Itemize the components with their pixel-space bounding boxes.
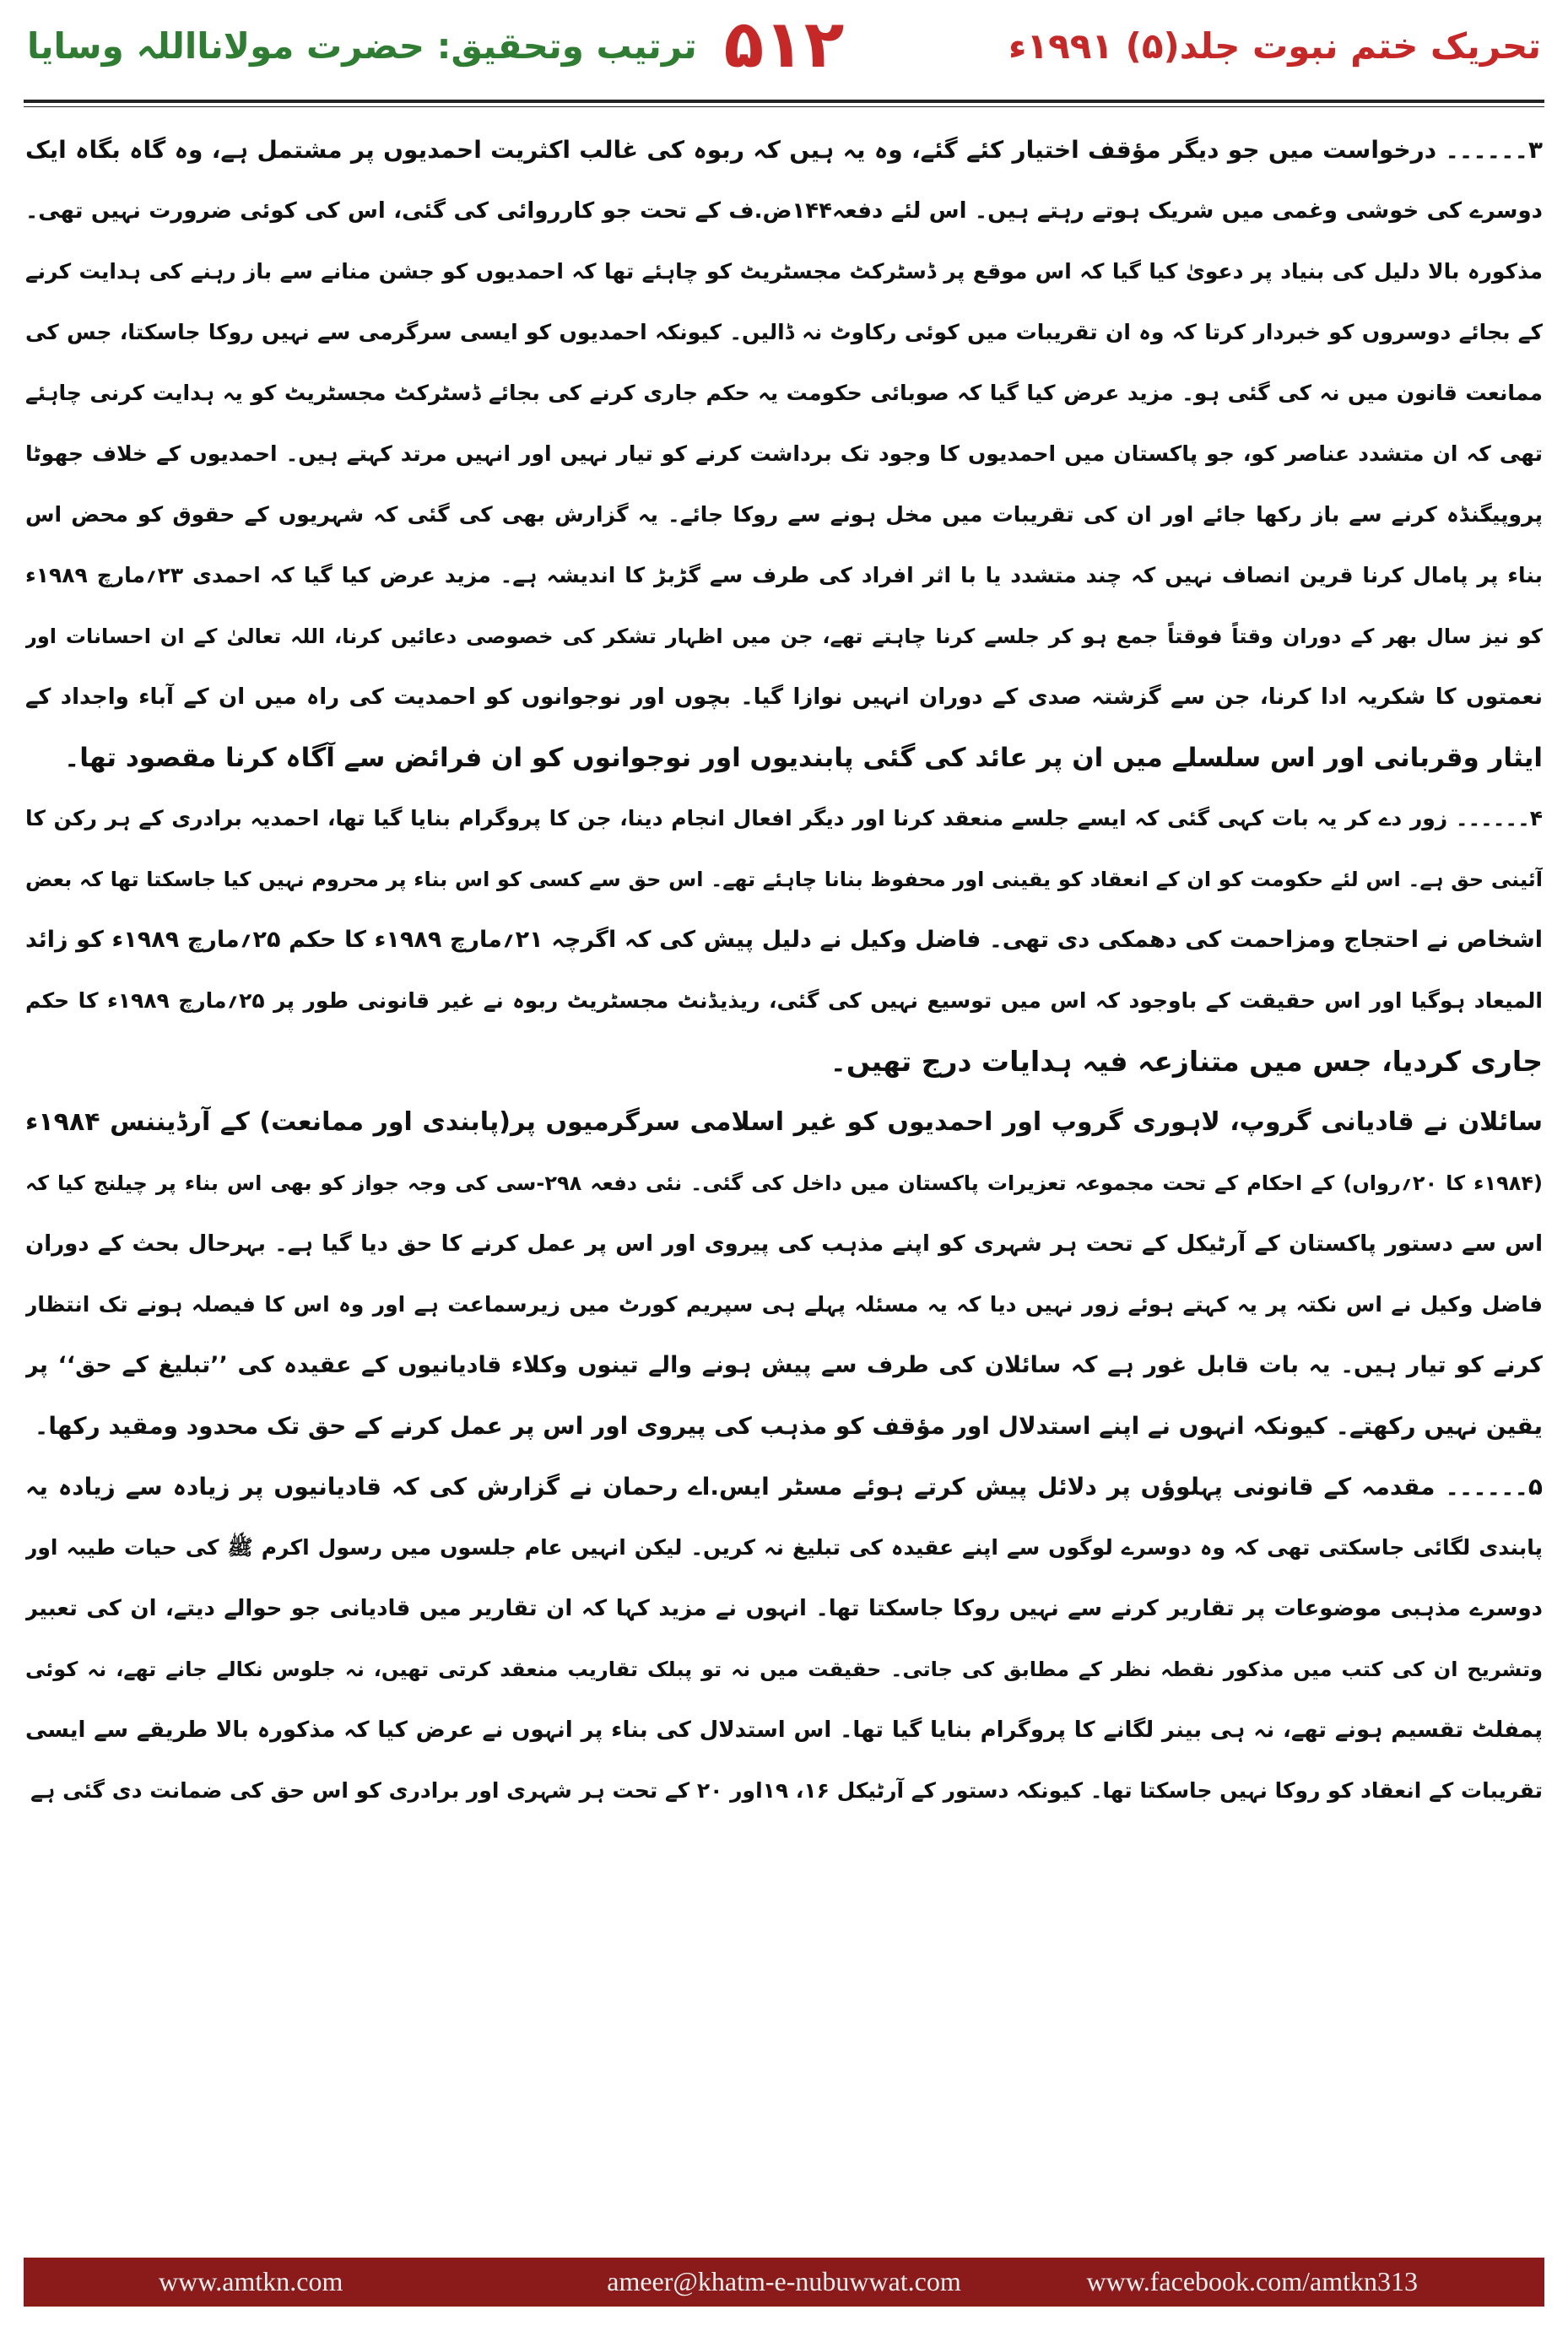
text-line: وتشریح ان کی کتب میں مذکور نقطہ نظر کے مطابق کی جاتی۔ حقیقت میں نہ تو پبلک تقاریب منعقد کرتی تھیں، نہ جلوس نکالے جانے تھے، نہ کوئی bbox=[25, 1658, 1543, 1681]
text-line: ۵۔۔۔۔۔۔ مقدمہ کے قانونی پہلوؤں پر دلائل پیش کرتے ہوئے مسٹر ایس.اے رحمان نے گزارش کی کہ قادیانیوں پر زیادہ سے زیادہ یہ bbox=[25, 1473, 1543, 1501]
text-line: اشخاص نے احتجاج ومزاحمت کی دھمکی دی تھی۔ فاضل وکیل نے دلیل پیش کی کہ اگرچہ ۲۱؍مارچ ۱۹۸۹ء کا حکم ۲۵؍مارچ ۱۹۸۹ء کو زائد bbox=[25, 927, 1543, 953]
text-line: نعمتوں کا شکریہ ادا کرنا، جن سے گزشتہ صدی کے دوران انہیں نوازا گیا۔ بچوں اور نوجوانوں کو احمدیت کی راہ میں ان کے آباء واجداد کے bbox=[25, 684, 1543, 710]
text-line: کو نیز سال بھر کے دوران وقتاً فوقتاً جمع ہو کر جلسے کرنا چاہتے تھے، جن میں اظہار تشکر کی خصوصی دعائیں کرنا، اللہ تعالیٰ کے ان احسانات اور bbox=[25, 625, 1543, 648]
text-line: بناء پر پامال کرنا قرین انصاف نہیں کہ چند متشدد یا با اثر افراد کی طرف سے گڑبڑ کا اندیشہ ہے۔ مزید عرض کیا گیا کہ احمدی ۲۳؍مارچ ۱۹۸۹ء bbox=[25, 563, 1543, 587]
text-line: ۳۔۔۔۔۔۔ درخواست میں جو دیگر مؤقف اختیار کئے گئے، وہ یہ ہیں کہ ربوہ کی غالب اکثریت احمدیوں پر مشتمل ہے، وہ گاہ بگاہ ایک bbox=[25, 136, 1543, 164]
text-line: فاضل وکیل نے اس نکتہ پر یہ کہتے ہوئے زور نہیں دیا کہ یہ مسئلہ پہلے ہی سپریم کورٹ میں زیرسماعت ہے اور وہ اس کا فیصلہ ہونے تک انتظار bbox=[25, 1292, 1543, 1317]
text-line: کے بجائے دوسروں کو خبردار کرتا کہ وہ ان تقریبات میں کوئی رکاوٹ نہ ڈالیں۔ کیونکہ احمدیوں کو ایسی سرگرمی سے نہیں روکا جاسکتا، جس کی bbox=[25, 320, 1543, 344]
header-compiler-credit: ترتیب وتحقیق: حضرت مولانااللہ وسایا bbox=[27, 25, 697, 67]
header-divider-thin bbox=[24, 106, 1544, 107]
text-line: پروپیگنڈہ کرنے سے باز رکھا جائے اور ان کی تقریبات میں مخل ہونے سے روکا جائے۔ یہ گزارش بھی کی گئی کہ شہریوں کے حقوق کو محض اس bbox=[25, 502, 1543, 527]
page-header bbox=[0, 0, 1568, 110]
text-line: ایثار وقربانی اور اس سلسلے میں ان پر عائد کی گئی پابندیوں اور نوجوانوں کو ان فرائض سے آگاہ کرنا مقصود تھا۔ bbox=[64, 743, 1543, 773]
text-line: دوسرے مذہبی موضوعات پر تقاریر کرنے سے نہیں روکا جاسکتا تھا۔ انہوں نے مزید کہا کہ ان تقاریر میں قادیانی جو حوالے دیتے، ان کی تعبیر bbox=[25, 1596, 1543, 1621]
text-line: مذکورہ بالا دلیل کی بنیاد پر دعویٰ کیا گیا کہ اس موقع پر ڈسٹرکٹ مجسٹریٹ کو چاہئے تھا کہ احمدیوں کو جشن منانے سے باز رہنے کی ہدایت کرنے bbox=[25, 259, 1543, 284]
text-line: کرنے کو تیار ہیں۔ یہ بات قابل غور ہے کہ سائلان کی طرف سے پیش ہونے والے تینوں وکلاء قادیانیوں کے عقیدہ کی ’’تبلیغ کے حق‘‘ پر bbox=[25, 1352, 1543, 1378]
text-line: پابندی لگائی جاسکتی تھی کہ وہ دوسرے لوگوں سے اپنے عقیدہ کی تبلیغ نہ کریں۔ لیکن انہیں عام جلسوں میں رسول اکرم ﷺ کی حیات طیبہ اور bbox=[25, 1535, 1543, 1560]
page-body bbox=[25, 120, 1543, 2232]
text-line: المیعاد ہوگیا اور اس حقیقت کے باوجود کہ اس میں توسیع نہیں کی گئی، ریذیڈنٹ مجسٹریٹ ربوہ نے غیر قانونی طور پر ۲۵؍مارچ ۱۹۸۹ء کا حکم bbox=[25, 988, 1543, 1013]
page-footer bbox=[24, 2258, 1544, 2307]
header-book-title: تحریک ختم نبوت جلد(۵) ۱۹۹۱ء bbox=[1008, 25, 1541, 67]
text-line: آئینی حق ہے۔ اس لئے حکومت کو ان کے انعقاد کو یقینی اور محفوظ بنانا چاہئے تھے۔ اس حق سے کسی کو اس بناء پر محروم نہیں کیا جاسکتا تھا کہ بعض bbox=[25, 868, 1543, 891]
text-line: یقین نہیں رکھتے۔ کیونکہ انہوں نے اپنے استدلال اور مؤقف کو مذہب کی پیروی اور اس پر عمل کرنے کے حق تک محدود ومقید رکھا۔ bbox=[34, 1412, 1543, 1440]
header-divider bbox=[24, 100, 1544, 103]
text-line: تھی کہ ان متشدد عناصر کو، جو پاکستان میں احمدیوں کا وجود تک برداشت کرنے کو تیار نہیں اور انہیں مرتد کہتے ہیں۔ احمدیوں کے خلاف جھوٹا bbox=[25, 441, 1543, 466]
footer-website-link[interactable]: www.amtkn.com bbox=[159, 2266, 343, 2296]
footer-email-link[interactable]: ameer@khatm-e-nubuwwat.com bbox=[607, 2266, 961, 2296]
text-line: تقریبات کے انعقاد کو روکا نہیں جاسکتا تھا۔ کیونکہ دستور کے آرٹیکل ۱۶، ۱۹اور ۲۰ کے تحت ہر شہری اور برادری کو اس حق کی ضمانت دی گئی ہے bbox=[30, 1778, 1543, 1803]
page-number: ۵۱۲ bbox=[723, 7, 845, 83]
text-line: ۴۔۔۔۔۔۔ زور دے کر یہ بات کہی گئی کہ ایسے جلسے منعقد کرنا اور دیگر افعال انجام دینا، جن کا پروگرام بنایا گیا تھا، احمدیہ برادری کے ہر رکن کا bbox=[25, 806, 1543, 830]
text-line: جاری کردیا، جس میں متنازعہ فیہ ہدایات درج تھیں۔ bbox=[830, 1045, 1543, 1078]
text-line: اس سے دستور پاکستان کے آرٹیکل کے تحت ہر شہری کو اپنے مذہب کی پیروی اور اس پر عمل کرنے کا حق دیا گیا ہے۔ بہرحال بحث کے دوران bbox=[25, 1231, 1543, 1257]
text-line: ممانعت قانون میں نہ کی گئی ہو۔ مزید عرض کیا گیا کہ صوبائی حکومت یہ حکم جاری کرنے کی بجائے ڈسٹرکٹ مجسٹریٹ کو یہ ہدایت کرنی چاہئے bbox=[25, 381, 1543, 405]
text-line: سائلان نے قادیانی گروپ، لاہوری گروپ اور احمدیوں کو غیر اسلامی سرگرمیوں پر(پابندی اور ممانعت) کے آرڈیننس ۱۹۸۴ء bbox=[25, 1107, 1543, 1137]
text-line: (۱۹۸۴ء کا ۲۰؍رواں) کے احکام کے تحت مجموعہ تعزیرات پاکستان میں داخل کی گئی۔ نئی دفعہ ۲۹۸-سی کی وجہ جواز کو بھی اس بناء پر چیلنج کیا کہ bbox=[25, 1171, 1543, 1195]
text-line: دوسرے کی خوشی وغمی میں شریک ہوتے رہتے ہیں۔ اس لئے دفعہ۱۴۴ض.ف کے تحت جو کارروائی کی گئی، اس کی کوئی ضرورت نہیں تھی۔ bbox=[25, 198, 1543, 224]
text-line: پمفلٹ تقسیم ہونے تھے، نہ ہی بینر لگانے کا پروگرام بنایا گیا تھا۔ اس استدلال کی بناء پر انہوں نے عرض کیا کہ مذکورہ بالا طریقے سے ایسی bbox=[25, 1717, 1543, 1743]
footer-facebook-link[interactable]: www.facebook.com/amtkn313 bbox=[1086, 2266, 1418, 2296]
